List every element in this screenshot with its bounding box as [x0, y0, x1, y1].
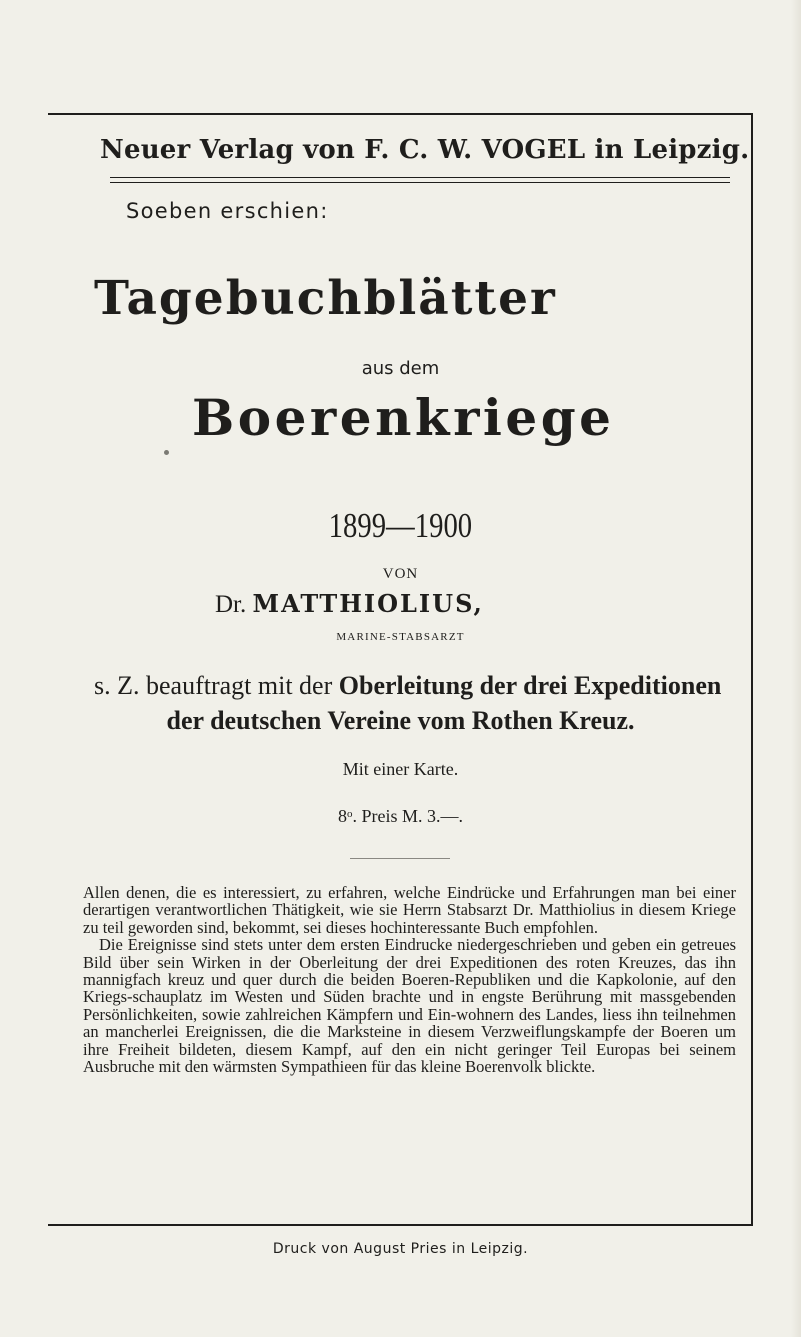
- book-subtitle: Boerenkriege: [192, 388, 615, 447]
- map-note: Mit einer Karte.: [342, 759, 459, 779]
- page-edge: [791, 0, 801, 1337]
- mission-line-1: [94, 671, 721, 701]
- format-price: [48, 806, 753, 827]
- by-label: VON: [382, 566, 419, 582]
- section-divider: [350, 858, 450, 859]
- print-speck: [164, 450, 169, 455]
- author-rank: MARINE-STABSARZT: [336, 631, 465, 643]
- description-paragraph: Allen denen, die es interessiert, zu erfahren, welche Eindrücke und Erfahrungen man bei einer derartigen verantwortlichen Thätigkeit, wie sie Herrn Stabsarzt Dr. Matthiolius in diesem Kriege zu teil geworden sind, bekommt, sei dieses hochinteressante Buch empfohlen.: [83, 883, 736, 937]
- description-body: [83, 884, 736, 1075]
- announcement-text: Soeben erschien:: [126, 199, 329, 223]
- description-paragraph: Die Ereignisse sind stets unter dem ersten Eindrucke niedergeschrieben und geben ein getreues Bild über sein Wirken in der Oberleitung der drei Expeditionen des roten Kreuzes, das ihn mannigfach kreuz und quer durch die beiden Boeren-Republiken und die Kapkolonie, auf den Kriegs-schauplatz im Westen und Süden brachte und in engste Berührung mit massgebenden Persönlichkeiten, sowie zahlreichen Kämpfern und Ein-wohnern des Landes, liess ihn teilnehmen an mancherlei Ereignissen, die die Marksteine in diesem Verzweiflungskampfe der Boeren um ihre Freiheit bildeten, diesem Kampf, auf den ein nicht geringer Teil Europas bei seinem Ausbruche mit den wärmsten Sympathieen für das kleine Boerenvolk blickte.: [83, 935, 736, 1077]
- author-line: [215, 589, 484, 619]
- years-range: 1899—1900: [328, 506, 473, 545]
- mission-prefix: s. Z. beauftragt mit der: [94, 671, 339, 700]
- format-size: 8: [337, 806, 347, 826]
- book-title: Tagebuchblätter: [94, 271, 557, 326]
- author-title: Dr.: [215, 591, 247, 618]
- title-connector: aus dem: [361, 358, 440, 379]
- author-name: MATTHIOLIUS,: [252, 589, 484, 618]
- publisher-heading: Neuer Verlag von F. C. W. VOGEL in Leipzig.: [100, 135, 750, 165]
- top-border-rule: [48, 113, 753, 115]
- right-border-rule: [751, 113, 753, 1226]
- printer-imprint: Druck von August Pries in Leipzig.: [272, 1241, 529, 1257]
- mission-line-2: der deutschen Vereine vom Rothen Kreuz.: [166, 706, 635, 735]
- double-rule-divider: [110, 177, 730, 183]
- mission-highlight: Oberleitung der drei Expeditionen: [338, 671, 722, 700]
- bottom-border-rule: [48, 1224, 753, 1226]
- advertisement-frame: [48, 113, 753, 1225]
- price-text: . Preis M. 3.—.: [352, 806, 463, 826]
- format-superscript: o: [346, 808, 353, 820]
